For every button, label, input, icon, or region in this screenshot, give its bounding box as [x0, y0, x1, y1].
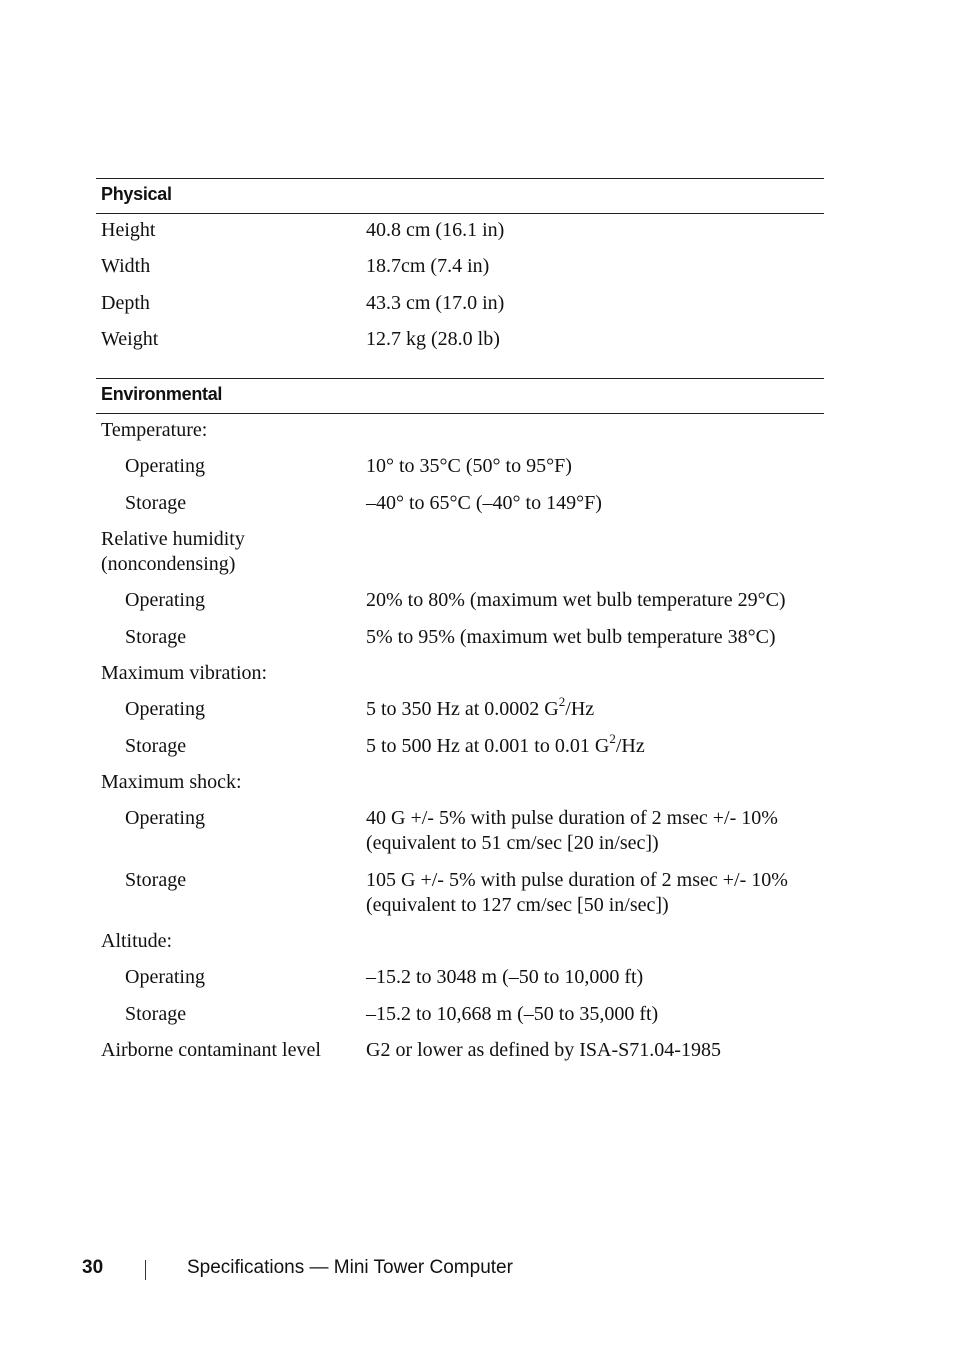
value-text: 5 to 500 Hz at 0.001 to 0.01 G	[366, 735, 610, 757]
value-line2: (equivalent to 51 cm/sec [20 in/sec])	[366, 832, 659, 854]
shock-label: Maximum shock:	[101, 771, 242, 793]
spec-sublabel: Operating	[125, 966, 205, 988]
spec-label: Width	[101, 255, 151, 277]
spec-sublabel: Storage	[125, 735, 187, 757]
spec-label: Depth	[101, 292, 150, 314]
spec-value: –15.2 to 3048 m (–50 to 10,000 ft)	[366, 966, 644, 988]
spec-value	[366, 868, 826, 918]
value-line1: 40 G +/- 5% with pulse duration of 2 msec +/- 10%	[366, 807, 778, 829]
spec-sublabel: Storage	[125, 1003, 187, 1025]
page-number: 30	[82, 1257, 104, 1278]
spec-value	[366, 806, 826, 856]
spec-value: 12.7 kg (28.0 lb)	[366, 328, 500, 350]
environmental-section-header	[96, 378, 824, 414]
spec-sublabel: Storage	[125, 626, 187, 648]
spec-value: –40° to 65°C (–40° to 149°F)	[366, 492, 602, 514]
spec-sublabel: Operating	[125, 807, 205, 829]
altitude-label: Altitude:	[101, 930, 173, 952]
spec-label: Weight	[101, 328, 159, 350]
spec-sublabel: Storage	[125, 492, 187, 514]
value-line1: 105 G +/- 5% with pulse duration of 2 msec +/- 10%	[366, 869, 788, 891]
footer-title: Specifications — Mini Tower Computer	[187, 1257, 513, 1278]
spec-label: Height	[101, 219, 156, 241]
spec-value: 18.7cm (7.4 in)	[366, 255, 490, 277]
vibration-label: Maximum vibration:	[101, 662, 268, 684]
spec-value: –15.2 to 10,668 m (–50 to 35,000 ft)	[366, 1003, 659, 1025]
spec-value: 10° to 35°C (50° to 95°F)	[366, 455, 572, 477]
humidity-label	[101, 527, 361, 577]
physical-section-header	[96, 178, 824, 214]
superscript: 2	[558, 694, 566, 710]
spec-value: 5% to 95% (maximum wet bulb temperature 38°C)	[366, 626, 776, 648]
footer-separator	[145, 1260, 146, 1280]
spec-sublabel: Operating	[125, 455, 205, 477]
temperature-label: Temperature:	[101, 419, 208, 441]
value-text: 5 to 350 Hz at 0.0002 G	[366, 698, 559, 720]
environmental-header-label: Environmental	[101, 384, 223, 404]
spec-value	[366, 694, 826, 722]
superscript: 2	[609, 731, 616, 747]
physical-header-label: Physical	[101, 184, 172, 204]
spec-value: 40.8 cm (16.1 in)	[366, 219, 505, 241]
spec-value: G2 or lower as defined by ISA-S71.04-1985	[366, 1039, 721, 1061]
humidity-label-line2: (noncondensing)	[101, 553, 236, 575]
spec-sublabel: Operating	[125, 698, 205, 720]
spec-label: Airborne contaminant level	[101, 1039, 321, 1061]
spec-sublabel: Storage	[125, 869, 187, 891]
spec-value	[366, 731, 826, 759]
value-line2: (equivalent to 127 cm/sec [50 in/sec])	[366, 894, 669, 916]
spec-value: 43.3 cm (17.0 in)	[366, 292, 505, 314]
spec-sublabel: Operating	[125, 589, 205, 611]
value-text: /Hz	[615, 735, 645, 757]
value-text: /Hz	[565, 698, 595, 720]
spec-value: 20% to 80% (maximum wet bulb temperature 29°C)	[366, 589, 786, 611]
humidity-label-line1: Relative humidity	[101, 528, 245, 550]
